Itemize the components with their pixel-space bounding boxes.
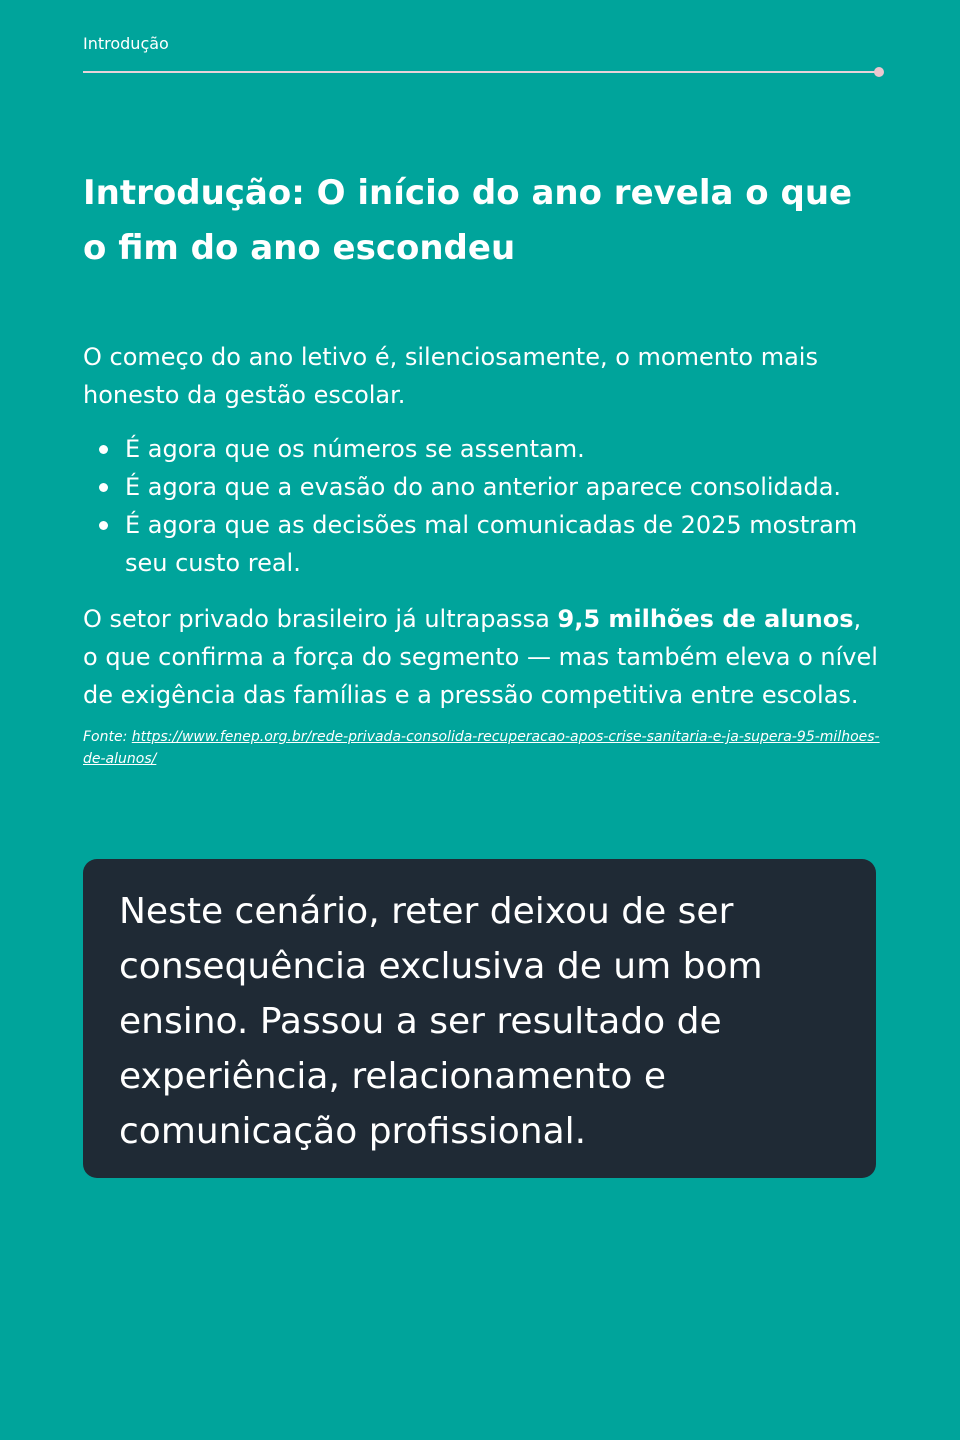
stat-text-after: , o que confirma a força do segmento — mas também eleva o nível de exigência das famílias e a pressão competitiva entre escolas. xyxy=(83,605,878,709)
list-item-text: É agora que a evasão do ano anterior aparece consolidada. xyxy=(125,473,842,501)
bullet-icon xyxy=(99,483,108,492)
list-item-text: É agora que os números se assentam. xyxy=(125,435,585,463)
stat-highlight: 9,5 milhões de alunos xyxy=(557,605,854,633)
header-divider xyxy=(83,71,878,73)
page-title: Introdução: O início do ano revela o que o fim do ano escondeu xyxy=(83,173,853,268)
list-item xyxy=(125,468,883,506)
bullet-list xyxy=(83,430,883,582)
list-item xyxy=(125,430,883,468)
source-citation xyxy=(83,726,883,770)
callout-text: Neste cenário, reter deixou de ser consequência exclusiva de um bom ensino. Passou a ser resultado de experiência, relacionamento e comunicação profissional. xyxy=(119,891,763,1152)
intro-paragraph: O começo do ano letivo é, silenciosamente, o momento mais honesto da gestão escolar. xyxy=(83,343,818,409)
callout-box xyxy=(83,859,876,1178)
section-label: Introdução xyxy=(83,34,169,53)
source-link[interactable]: https://www.fenep.org.br/rede-privada-consolida-recuperacao-apos-crise-sanitaria-e-ja-supera-95-milhoes-de-alunos/ xyxy=(83,729,880,767)
bullet-icon xyxy=(99,521,108,530)
list-item xyxy=(125,506,883,582)
page-header xyxy=(83,34,883,54)
stat-paragraph xyxy=(83,600,883,714)
bullet-icon xyxy=(99,445,108,454)
stat-text-before: O setor privado brasileiro já ultrapassa xyxy=(83,605,558,633)
list-item-text: É agora que as decisões mal comunicadas de 2025 mostram seu custo real. xyxy=(125,511,858,577)
main-content xyxy=(83,166,883,770)
source-label: Fonte: xyxy=(83,729,132,745)
progress-dot-icon xyxy=(874,67,884,77)
